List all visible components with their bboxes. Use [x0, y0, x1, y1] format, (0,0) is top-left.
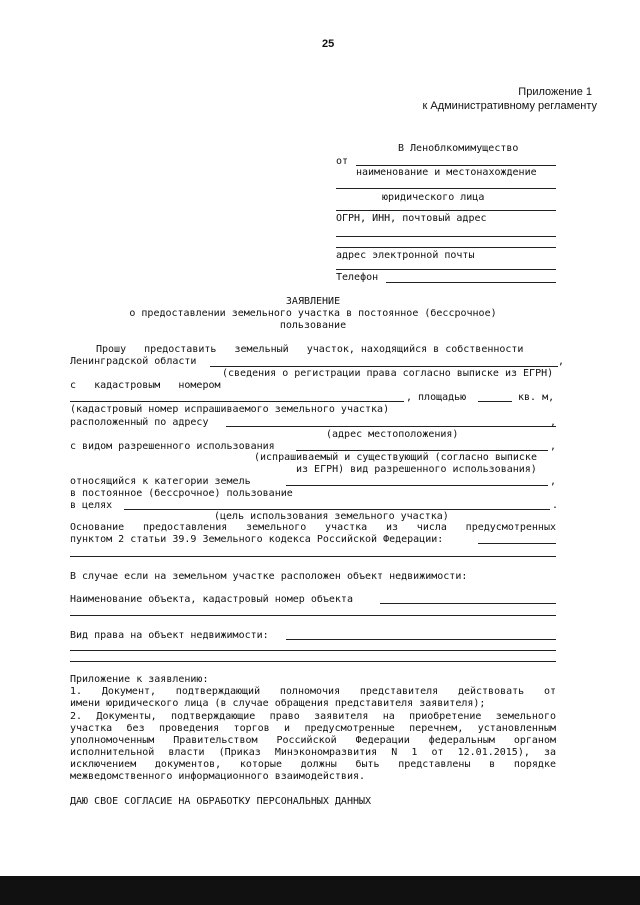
sqm-label: кв. м, [518, 392, 555, 403]
attachment-item-1-cont: имени юридического лица (в случае обращения представителя заявителя); [70, 698, 486, 709]
ownership-line[interactable] [210, 366, 558, 367]
legal-entity-caption: юридического лица [382, 192, 485, 203]
basis-text: Основание предоставления земельного участка из числа предусмотренных [70, 522, 556, 533]
basis-reference: пунктом 2 статьи 39.9 Земельного кодекса Российской Федерации: [70, 534, 444, 545]
email-caption: адрес электронной почты [336, 250, 475, 261]
category-line[interactable] [286, 485, 548, 486]
address-caption: (адрес местоположения) [326, 429, 459, 440]
document-title: ЗАЯВЛЕНИЕ [285, 296, 341, 307]
attachment-item-2-line6: межведомственного информационного взаимодействия. [70, 771, 366, 782]
consent-statement: ДАЮ СВОЕ СОГЛАСИЕ НА ОБРАБОТКУ ПЕРСОНАЛЬНЫХ ДАННЫХ [70, 796, 372, 807]
attachments-heading: Приложение к заявлению: [70, 674, 209, 685]
right-type-line-2[interactable] [70, 650, 556, 651]
basis-line-2[interactable] [70, 556, 556, 557]
page-number: 25 [322, 38, 335, 50]
category-label: относящийся к категории земель [70, 476, 251, 487]
area-label: , площадью [406, 392, 467, 403]
appendix-regulation: к Административному регламенту [422, 100, 597, 112]
from-label: от [336, 156, 349, 167]
right-type-label: Вид права на объект недвижимости: [70, 630, 269, 641]
phone-line[interactable] [386, 282, 556, 283]
use-caption-end: из ЕГРН) вид разрешенного использования) [296, 464, 537, 475]
use-caption: (испрашиваемый и существующий (согласно выписке [254, 452, 537, 463]
addressee: В Леноблкомимущество [398, 143, 519, 154]
address-field-line[interactable] [226, 426, 556, 427]
phone-label: Телефон [336, 272, 379, 283]
email-line[interactable] [336, 269, 556, 270]
right-type-line-3[interactable] [70, 661, 556, 662]
object-name-label: Наименование объекта, кадастровый номер объекта [70, 594, 353, 605]
document-page: 25 Приложение 1 к Административному регламенту В Леноблкомимущество от наименование и местонахождение юридического лица ОГРН, ИНН, почтовый адрес адрес электронной почты Телефон ЗАЯВЛЕНИЕ о предоставлении земельного участка в постоянное (бессрочное) пользование Прошу предоставить земельный участок, находящийся в собственности Ленинградской области , (сведения о регистрации права согласно выписке из ЕГРН) с кадастровым номером , площадью кв. м, (кадастровый номер испрашиваемого земельного участка) расположенный по адресу , (адрес местоположения) с видом разрешенного использования , (испрашиваемый и существующий (согласно выписке из ЕГРН) вид разрешенного использования) относящийся к категории земель , в постоянное (бессрочное) пользование в целях . (цель использования земельного участка) Основание предоставления земельного участка из числа предусмотренных пунктом 2 статьи 39.9 Земельного кодекса Российской Федерации: В случае если на земельном участке расположен объект недвижимости: Наименование объекта, кадастровый номер объекта Вид права на объект недвижимости: Приложение к заявлению: 1. Документ, подтверждающий полномочия представителя действовать от имени юридического лица (в случае обращения представителя заявителя); 2. Документы, подтверждающие право заявителя на приобретение земельного участка без проведения торгов и предусмотренные перечнем, установленным уполномоченным Правительством Российской Федерации федеральным органом исполнительной власти (Приказ Минэкономразвития N 1 от 12.01.2015), за исключением документов, которые должны быть представлены в порядке межведомственного информационного взаимодействия. ДАЮ СВОЕ СОГЛАСИЕ НА ОБРАБОТКУ ПЕРСОНАЛЬНЫХ ДАННЫХ [0, 0, 640, 905]
appendix-label: Приложение 1 [518, 86, 592, 98]
attachment-item-2: 2. Документы, подтверждающие право заявителя на приобретение земельного [70, 711, 556, 722]
right-type-line[interactable] [286, 639, 556, 640]
document-subtitle-end: пользование [279, 320, 347, 331]
document-subtitle: о предоставлении земельного участка в постоянное (бессрочное) [129, 308, 497, 319]
object-name-line-2[interactable] [70, 615, 556, 616]
region-text: Ленинградской области [70, 356, 197, 367]
attachment-item-2-line4: исполнительной власти (Приказ Минэкономразвития N 1 от 12.01.2015), за [70, 747, 556, 758]
cadastral-line[interactable] [70, 401, 404, 402]
address-line-1[interactable] [336, 236, 556, 237]
request-text: Прошу предоставить земельный участок, находящийся в собственности [96, 344, 524, 355]
from-line[interactable] [356, 165, 556, 166]
purpose-line[interactable] [124, 509, 550, 510]
purpose-label: в целях [70, 500, 113, 511]
scan-bottom-edge [0, 876, 640, 905]
attachment-item-2-line5: исключением документов, которые должны быть представлены в порядке [70, 759, 556, 770]
object-name-line[interactable] [380, 603, 556, 604]
purpose-caption: (цель использования земельного участка) [214, 511, 449, 522]
attachment-item-2-line3: уполномоченным Правительством Российской Федерации федеральным органом [70, 735, 556, 746]
address-line-2[interactable] [336, 247, 556, 248]
legal-entity-line[interactable] [336, 210, 556, 211]
perpetual-text: в постоянное (бессрочное) пользование [70, 488, 293, 499]
registration-caption: (сведения о регистрации права согласно выписке из ЕГРН) [222, 368, 554, 379]
basis-line-1[interactable] [478, 543, 556, 544]
use-type-label: с видом разрешенного использования [70, 441, 275, 452]
cadastral-label: с кадастровым номером [70, 380, 221, 391]
ogrn-caption: ОГРН, ИНН, почтовый адрес [336, 213, 487, 224]
area-line[interactable] [478, 401, 512, 402]
real-estate-heading: В случае если на земельном участке расположен объект недвижимости: [70, 571, 468, 582]
located-label: расположенный по адресу [70, 417, 209, 428]
cadastral-caption: (кадастровый номер испрашиваемого земельного участка) [70, 404, 390, 415]
attachment-item-1: 1. Документ, подтверждающий полномочия представителя действовать от [70, 686, 556, 697]
name-caption: наименование и местонахождение [356, 167, 537, 178]
attachment-item-2-line2: участка без проведения торгов и предусмотренные перечнем, установленным [70, 723, 556, 734]
use-type-line[interactable] [296, 450, 548, 451]
name-line[interactable] [336, 188, 556, 189]
